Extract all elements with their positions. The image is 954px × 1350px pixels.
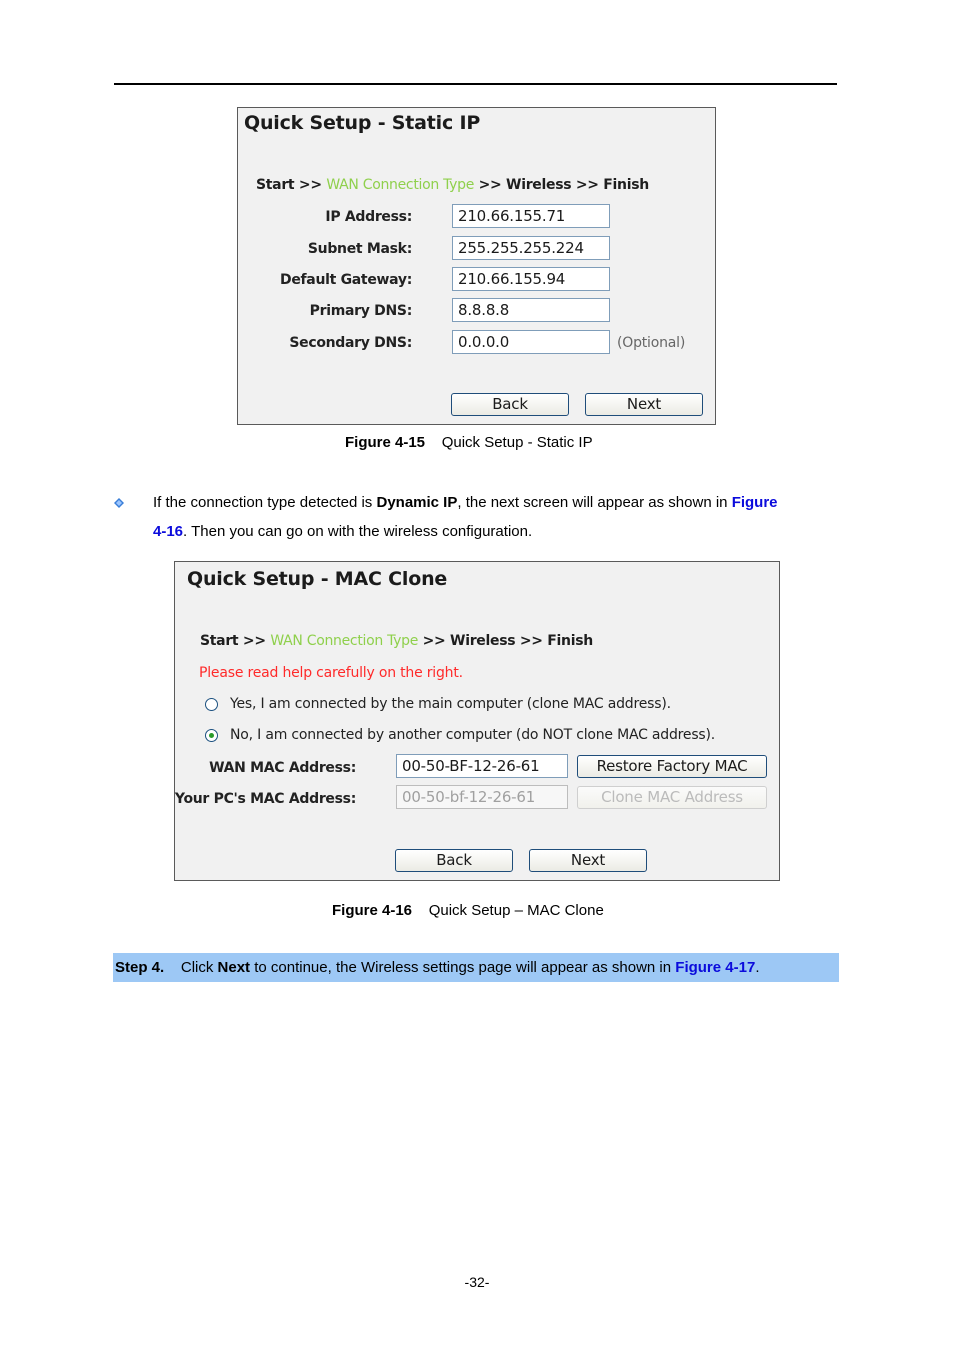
radio-selected-dot [209,733,214,738]
breadcrumb [256,177,649,193]
panel-title: Quick Setup - Static IP [244,112,481,134]
default-gateway-input[interactable]: 210.66.155.94 [452,267,610,291]
subnet-mask-input[interactable]: 255.255.255.224 [452,236,610,260]
figure-number: Figure 4-15 [345,434,426,451]
figure-number: Figure 4-16 [332,902,413,919]
body-paragraph [153,488,839,546]
primary-dns-label: Primary DNS: [309,303,412,319]
figure-link[interactable]: 4-16 [153,523,184,540]
step-banner [113,953,839,982]
figure-caption [345,434,593,451]
wan-mac-input[interactable]: 00-50-BF-12-26-61 [396,754,568,778]
step-number: Step 4. [115,959,165,976]
breadcrumb-current: WAN Connection Type [326,177,475,193]
breadcrumb [200,633,593,649]
ip-address-input[interactable]: 210.66.155.71 [452,204,610,228]
breadcrumb-start: Start >> [200,633,266,649]
restore-factory-mac-button[interactable]: Restore Factory MAC [577,755,767,778]
ip-address-label: IP Address: [325,209,412,225]
page-number: -32- [464,1274,490,1290]
clone-yes-radio[interactable] [205,698,218,711]
next-button[interactable]: Next [529,849,647,872]
breadcrumb-current: WAN Connection Type [270,633,419,649]
breadcrumb-rest: >> Wireless >> Finish [422,633,593,649]
figure-title: Quick Setup – MAC Clone [428,902,604,919]
paragraph-text: . Then you can go on with the wireless configuration. [183,523,533,540]
secondary-dns-label: Secondary DNS: [289,335,412,351]
figure-link[interactable]: Figure 4-17 [675,959,756,976]
clone-yes-label[interactable]: Yes, I am connected by the main computer (clone MAC address). [230,696,671,712]
optional-note: (Optional) [617,335,686,351]
static-ip-panel [237,107,716,425]
help-warning: Please read help carefully on the right. [199,665,463,681]
figure-caption [332,902,604,919]
paragraph-text: If the connection type detected is [153,494,377,511]
clone-mac-button: Clone MAC Address [577,786,767,809]
step-text: Click [180,959,218,976]
figure-title: Quick Setup - Static IP [441,434,593,451]
back-button[interactable]: Back [451,393,569,416]
pc-mac-input: 00-50-bf-12-26-61 [396,785,568,809]
mac-clone-panel [174,561,780,881]
breadcrumb-start: Start >> [256,177,322,193]
secondary-dns-input[interactable]: 0.0.0.0 [452,330,610,354]
step-text: . [755,959,760,976]
diamond-bullet-icon [114,498,124,508]
subnet-mask-label: Subnet Mask: [307,241,412,257]
step-bold: Next [217,959,251,976]
figure-link[interactable]: Figure [731,494,778,511]
wan-mac-label: WAN MAC Address: [209,760,356,776]
pc-mac-label: Your PC's MAC Address: [174,791,356,807]
back-button[interactable]: Back [395,849,513,872]
next-button[interactable]: Next [585,393,703,416]
header-rule [114,83,837,85]
panel-title: Quick Setup - MAC Clone [187,568,448,590]
step-text: to continue, the Wireless settings page will appear as shown in [250,959,676,976]
paragraph-bold: Dynamic IP [376,494,458,511]
default-gateway-label: Default Gateway: [280,272,412,288]
primary-dns-input[interactable]: 8.8.8.8 [452,298,610,322]
clone-no-radio[interactable] [205,729,218,742]
paragraph-text: , the next screen will appear as shown in [457,494,732,511]
clone-no-label[interactable]: No, I am connected by another computer (do NOT clone MAC address). [230,727,716,743]
breadcrumb-rest: >> Wireless >> Finish [478,177,649,193]
